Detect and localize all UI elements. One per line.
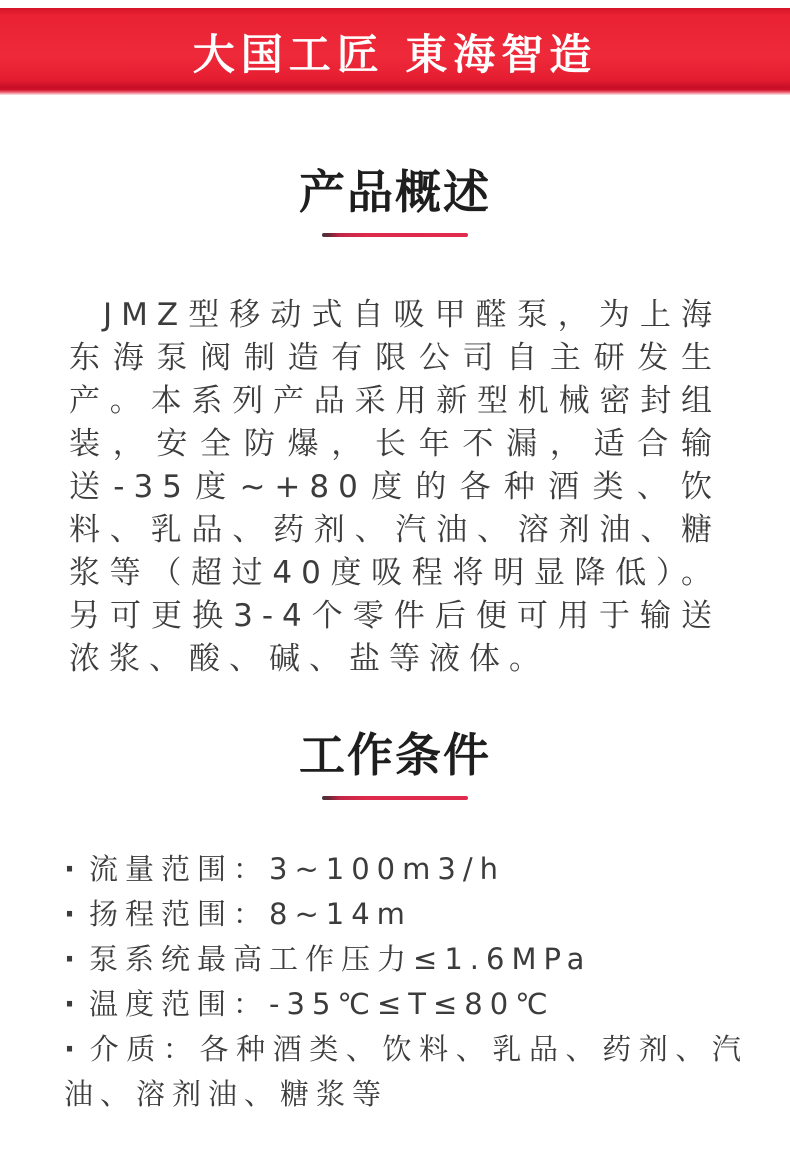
title-underline-accent: [322, 796, 468, 800]
spec-item-text: 介质：各种酒类、饮料、乳品、药剂、汽油、溶剂油、糖浆等: [64, 1032, 748, 1111]
spec-item-head-range: [42, 892, 748, 937]
overview-section-title: 产品概述: [299, 165, 491, 219]
spec-item-media: [42, 1027, 748, 1117]
spec-item-max-pressure: [42, 937, 748, 982]
title-underline-accent: [322, 233, 468, 237]
spec-list: [42, 847, 748, 1117]
banner-title: 大国工匠 東海智造: [192, 29, 598, 79]
bullet-icon: ·: [64, 897, 76, 931]
spec-item-flow-range: [42, 847, 748, 892]
overview-paragraph: JMZ型移动式自吸甲醛泵，为上海东海泵阀制造有限公司自主研发生产。本系列产品采用新型机械密封组装，安全防爆，长年不漏，适合输送-35度~+80度的各种酒类、饮料、乳品、药剂、汽油、溶剂油、糖浆等（超过40度吸程将明显降低）。另可更换3-4个零件后便可用于输送浓浆、酸、碱、盐等液体。: [69, 297, 721, 677]
spec-item-text: 泵系统最高工作压力≤1.6MPa: [89, 942, 592, 976]
spec-item-text: 流量范围：3~100m3/h: [89, 852, 505, 886]
spec-item-text: 扬程范围：8~14m: [89, 897, 412, 931]
spec-item-temp-range: [42, 982, 748, 1027]
conditions-section-title: 工作条件: [299, 728, 491, 782]
bullet-icon: ·: [64, 1032, 76, 1066]
spec-item-text: 温度范围：-35℃≤T≤80℃: [89, 987, 555, 1021]
bullet-icon: ·: [64, 852, 76, 886]
bullet-icon: ·: [64, 942, 76, 976]
section-product-overview: [0, 164, 790, 681]
brand-banner: [0, 8, 790, 95]
section-working-conditions: [0, 727, 790, 1117]
bullet-icon: ·: [64, 987, 76, 1021]
